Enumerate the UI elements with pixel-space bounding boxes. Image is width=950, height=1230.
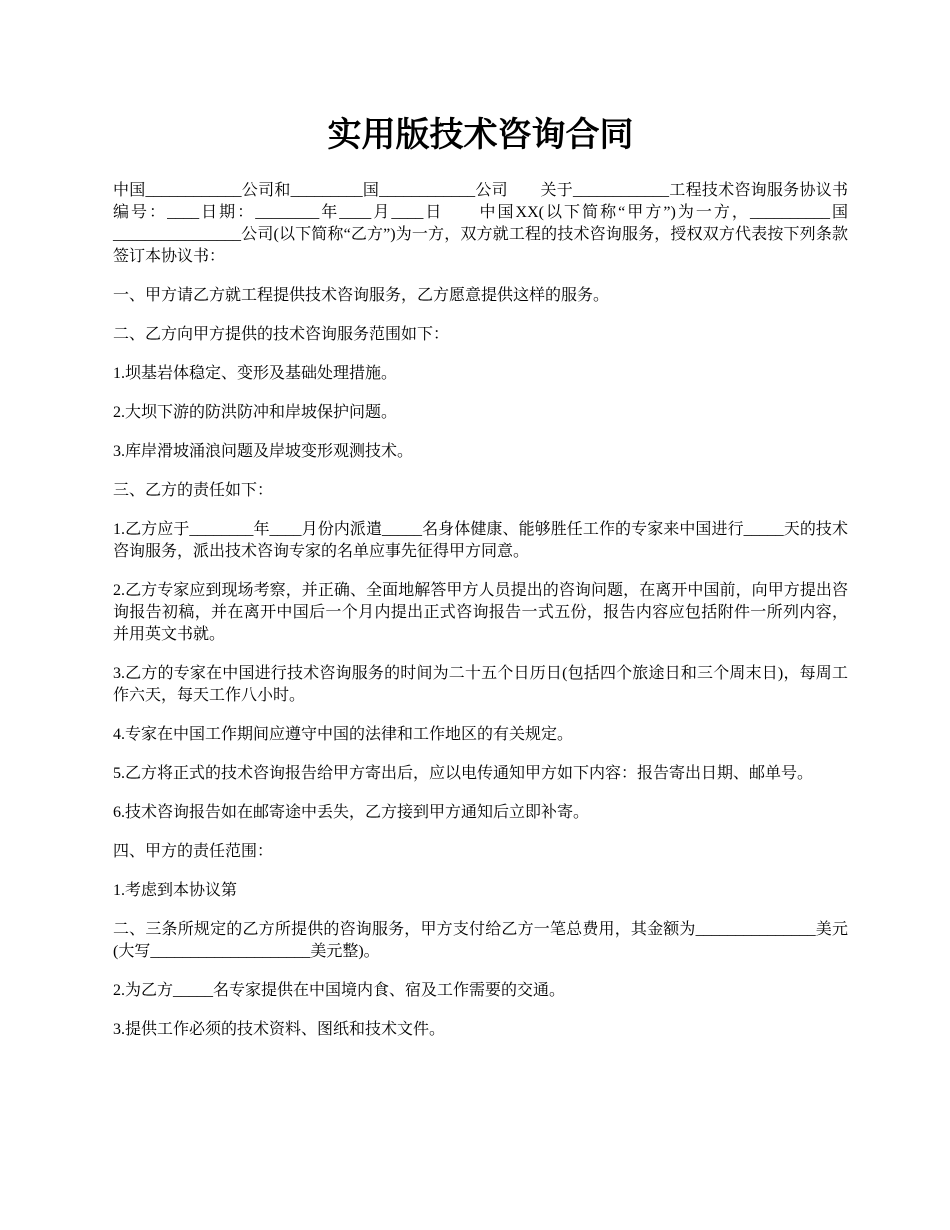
clause-3-item-6: 6.技术咨询报告如在邮寄途中丢失，乙方接到甲方通知后立即补寄。 (113, 804, 590, 821)
clause-2-item-1: 1.坝基岩体稳定、变形及基础处理措施。 (113, 365, 398, 382)
clause-2-heading: 二、乙方向甲方提供的技术咨询服务范围如下： (113, 326, 450, 343)
document-title: 实用版技术咨询合同 (327, 117, 634, 154)
clause-3-item-5: 5.乙方将正式的技术咨询报告给甲方寄出后，应以电传通知甲方如下内容：报告寄出日期、邮单号。 (113, 765, 814, 782)
intro-paragraph: 中国____________公司和_________国____________公司 关于____________工程技术咨询服务协议书 编号：____日期：________年____月____日 中国XX(以下简称“甲方”)为一方，__________国________________公司(以下简称“乙方”)为一方，双方就工程的技术咨询服务，授权双方代表按下列条款签订本协议书： (113, 182, 881, 265)
clause-3-item-1: 1.乙方应于________年____月份内派遣_____名身体健康、能够胜任工作的专家来中国进行_____天的技术咨询服务，派出技术咨询专家的名单应事先征得甲方同意。 (113, 521, 848, 560)
clause-3-item-3: 3.乙方的专家在中国进行技术咨询服务的时间为二十五个日历日(包括四个旅途日和三个周末日)，每周工作六天，每天工作八小时。 (113, 665, 848, 704)
clause-1: 一、甲方请乙方就工程提供技术咨询服务，乙方愿意提供这样的服务。 (113, 287, 610, 304)
clause-3-item-4: 4.专家在中国工作期间应遵守中国的法律和工作地区的有关规定。 (113, 726, 574, 743)
clause-3-item-2: 2.乙方专家应到现场考察，并正确、全面地解答甲方人员提出的咨询问题，在离开中国前，向甲方提出咨询报告初稿，并在离开中国后一个月内提出正式咨询报告一式五份，报告内容应包括附件一所列内容，并用英文书就。 (113, 582, 848, 643)
clause-4-item-2: 2.为乙方_____名专家提供在中国境内食、宿及工作需要的交通。 (113, 982, 566, 999)
clause-4-heading: 四、甲方的责任范围： (113, 843, 274, 860)
clause-3-heading: 三、乙方的责任如下： (113, 482, 274, 499)
clause-4-item-1: 1.考虑到本协议第 (113, 882, 238, 899)
clause-2-item-3: 3.库岸滑坡涌浪问题及岸坡变形观测技术。 (113, 443, 414, 460)
clause-2-item-2: 2.大坝下游的防洪防冲和岸坡保护问题。 (113, 404, 398, 421)
clause-4-item-1-cont: 二、三条所规定的乙方所提供的咨询服务，甲方支付给乙方一笔总费用，其金额为_______________美元(大写____________________美元整)。 (113, 921, 848, 960)
document-body (113, 180, 881, 1058)
clause-4-item-3: 3.提供工作必须的技术资料、图纸和技术文件。 (113, 1021, 446, 1038)
